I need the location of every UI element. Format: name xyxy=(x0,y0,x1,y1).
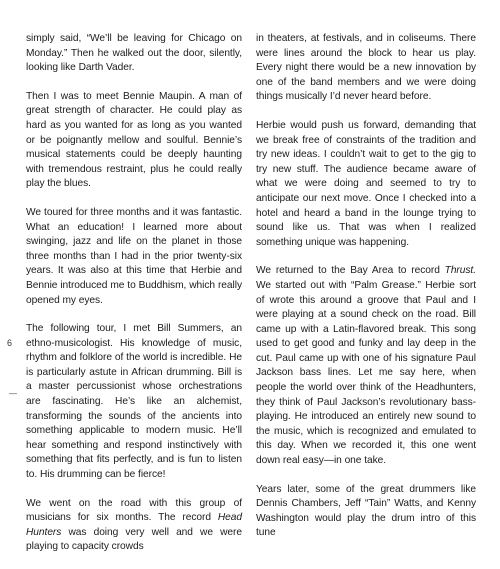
text-run: was doing very well and we were playing to capacity crowds xyxy=(26,526,242,553)
text-run: We returned to the Bay Area to record xyxy=(256,265,445,277)
paragraph xyxy=(26,497,242,555)
margin-mark-icon: — xyxy=(9,389,17,398)
paragraph: in theaters, at festivals, and in coliseums. There were lines around the block to hear us play. Every night there would be a new innovation by one of the band members and we were doing things musically I’d never heard before. xyxy=(256,33,476,103)
right-text-column xyxy=(256,32,476,555)
album-title: Head Hunters xyxy=(26,512,242,538)
paragraph: simply said, “We’ll be leaving for Chicago on Monday.” Then he walked out the door, silently, looking like Darth Vader. xyxy=(26,33,242,74)
paragraph: Then I was to meet Bennie Maupin. A man of great strength of character. He could play as hard as you wanted for as long as you wanted or be poignantly mellow and soulful. Bennie’s musical statements could be deeply haunting with tremendous restraint, plus he could really play the blues. xyxy=(26,90,242,190)
paragraph: We toured for three months and it was fantastic. What an education! I learned more about swinging, jazz and life on the planet in those three months than I had in the prior twenty-six years. It was also at this time that Herbie and Bennie introduced me to Buddhism, which really opened my eyes. xyxy=(26,206,242,306)
paragraph: The following tour, I met Bill Summers, an ethno-musicologist. His knowledge of music, rhythm and folklore of the world is incredible. He is particularly astute in African drumming. Bill is a master percussionist whose orchestrations are fascinating. He’s like an alchemist, transforming the sounds of the ancients into something applicable to modern music. He’ll hear something and respond instinctively with something that fits perfectly, and is fun to listen to. His drumming can be fierce! xyxy=(26,323,242,481)
text-run: We started out with “Palm Grease.” Herbie sort of wrote this around a groove that Paul and I were playing at a sound check on the road. Bill came up with a Latin-flavored break. This song used to get good and funky and lay deep in the cut. Paul came up with one of his signature Paul Jackson bass lines. Let me say here, when people the world over think of the Headhunters, they think of Paul Jackson’s revolutionary bass-playing. He introduced an entirely new sound to the music, which is recognized and emulated to this day. When we recorded it, this one went down real easy—in one take. xyxy=(256,279,476,467)
paragraph xyxy=(256,264,476,468)
page-number: 6 xyxy=(7,338,13,348)
paragraph: Years later, some of the great drummers like Dennis Chambers, Jeff “Tain” Watts, and Kenny Washington would play the drum intro of this tune xyxy=(256,483,476,539)
left-text-column xyxy=(26,32,242,569)
album-title: Thrust. xyxy=(444,265,476,277)
paragraph: Herbie would push us forward, demanding that we break free of constraints of the tradition and try new ideas. I couldn’t wait to get to the gig to try new stuff. The audience became aware of what we were doing and seemed to try to anticipate our next move. Once I checked into a hotel and heard a band in the lounge trying to sound like us. That was when I realized something unique was happening. xyxy=(256,119,476,248)
text-run: We went on the road with this group of musicians for six months. The record xyxy=(26,497,242,524)
